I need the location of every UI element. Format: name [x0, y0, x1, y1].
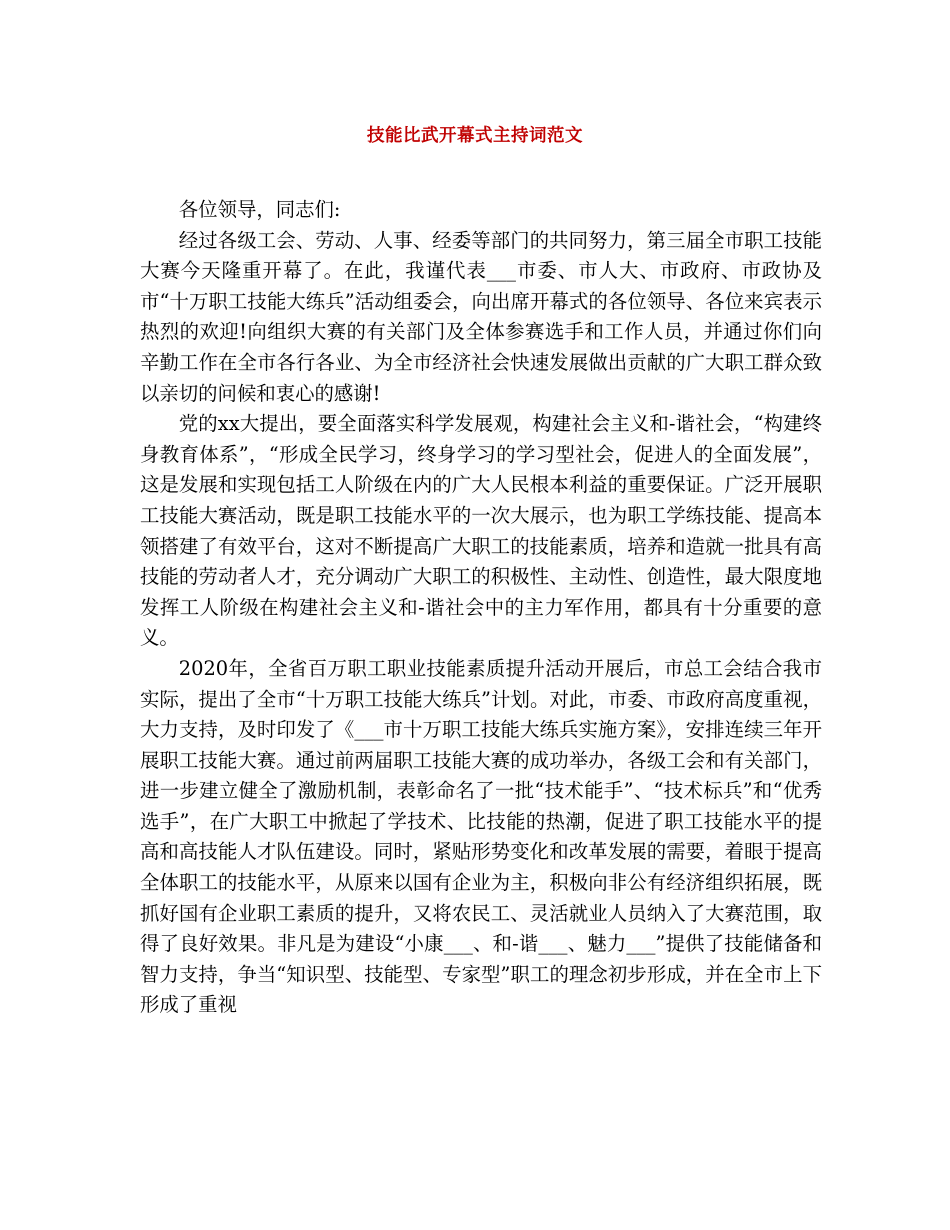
- salutation-paragraph: 各位领导，同志们:: [178, 198, 341, 221]
- history-paragraph: 2020年，全省百万职工职业技能素质提升活动开展后，市总工会结合我市实际，提出了全市“十万职工技能大练兵”计划。对此，市委、市政府高度重视，大力支持，及时印发了《___市十万职工技能大练兵实施方案》，安排连续三年开展职工技能大赛。通过前两届职工技能大赛的成功举办，各级工会和有关部门，进一步建立健全了激励机制，表彰命名了一批“技术能手”、“技术标兵”和“优秀选手”，在广大职工中掀起了学技术、比技能的热潮，促进了职工技能水平的提高和高技能人才队伍建设。同时，紧贴形势变化和改革发展的需要，着眼于提高全体职工的技能水平，从原来以国有企业为主，积极向非公有经济组织拓展，既抓好国有企业职工素质的提升，又将农民工、灵活就业人员纳入了大赛范围，取得了良好效果。非凡是为建设“小康___、和-谐___、魅力___”提供了技能储备和智力支持，争当“知识型、技能型、专家型”职工的理念初步形成，并在全市上下形成了重视: [140, 656, 822, 1017]
- opening-paragraph: 经过各级工会、劳动、人事、经委等部门的共同努力，第三届全市职工技能大赛今天隆重开幕了。在此，我谨代表___市委、市人大、市政府、市政协及市“十万职工技能大练兵”活动组委会，向出席开幕式的各位领导、各位来宾表示热烈的欢迎!向组织大赛的有关部门及全体参赛选手和工作人员，并通过你们向辛勤工作在全市各行各业、为全市经济社会快速发展做出贡献的广大职工群众致以亲切的问候和衷心的感谢!: [140, 228, 822, 405]
- document-title: 技能比武开幕式主持词范文: [367, 126, 583, 146]
- document-body: [140, 195, 822, 1021]
- significance-paragraph: 党的xx大提出，要全面落实科学发展观，构建社会主义和-谐社会，“构建终身教育体系”，“形成全民学习，终身学习的学习型社会，促进人的全面发展”，这是发展和实现包括工人阶级在内的广大人民根本利益的重要保证。广泛开展职工技能大赛活动，既是职工技能水平的一次大展示，也为职工学练技能、提高本领搭建了有效平台，这对不断提高广大职工的技能素质，培养和造就一批具有高技能的劳动者人才，充分调动广大职工的积极性、主动性、创造性，最大限度地发挥工人阶级在构建社会主义和-谐社会中的主力军作用，都具有十分重要的意义。: [140, 412, 822, 650]
